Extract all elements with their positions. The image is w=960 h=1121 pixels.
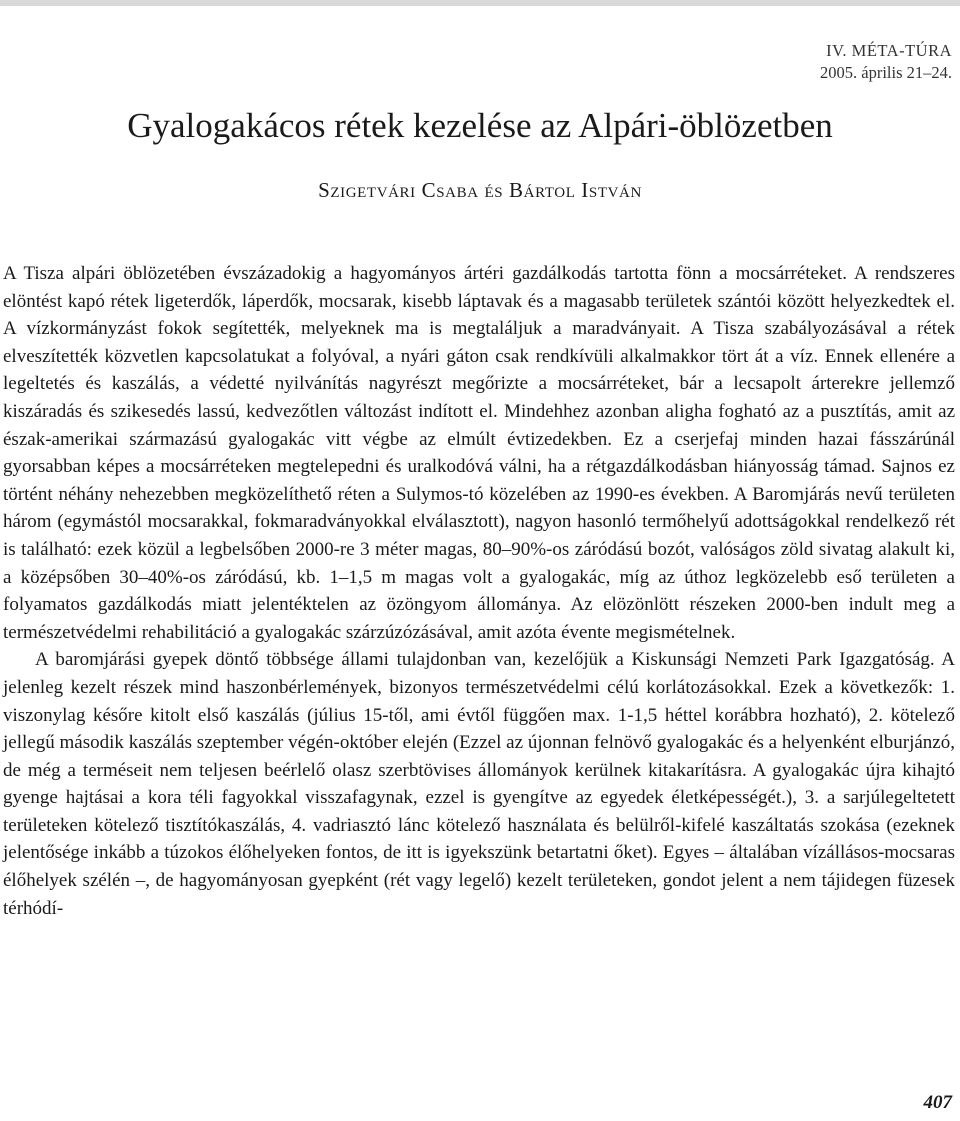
article-authors: Szigetvári Csaba és Bártol István — [318, 178, 642, 202]
top-rule — [0, 0, 960, 6]
page-number: 407 — [923, 1092, 952, 1113]
body-paragraph-1: A Tisza alpári öblözetében évszázadokig a hagyományos ártéri gazdálkodás tartotta fönn a mocsárréteket. A rendszeres elöntést kapó rétek ligeterdők, láperdők, mocsarak, kisebb láptavak és a magasabb területek szántói között helyezkedtek el. A vízkormányzást fokok segítették, melyeknek ma is megtaláljuk a maradványait. A Tisza szabályozásával a rétek elveszítették közvetlen kapcsolatukat a folyóval, a nyári gáton csak rendkívüli alkalmakkor tört át a víz. Ennek ellenére a legeltetés és kaszálás, a védetté nyilvánítás nagyrészt megőrizte a mocsárréteket, bár a lecsapolt árterekre jellemző kiszáradás és szikesedés lassú, kedvezőtlen változást indított el. Mindehhez azonban aligha fogható az a pusztítás, amit az észak-amerikai származású gyalogakác vitt végbe az elmúlt évtizedekben. Ez a cserjefaj minden hazai fásszárúnál gyorsabban képes a mocsárréteken megtelepedni és uralkodóvá válni, ha a rétgazdálkodásban hiányosság támad. Sajnos ez történt néhány nehezebben megközelíthető réten a Sulymos-tó közelében az 1990-es években. A Baromjárás nevű területen három (egymástól mocsarakkal, fokmaradványokkal elválasztott), nagyon hasonló termőhelyű adottságokkal rendelkező rét is található: ezek közül a legbelsőben 2000-re 3 méter magas, 80–90%-os záródású bozót, valóságos zöld sivatag alakult ki, a középsőben 30–40%-os záródású, kb. 1–1,5 m magas volt a gyalogakác, míg az úthoz legközelebb eső területen a folyamatos gazdálkodás miatt jelentéktelen az özöngyom állománya. Az elözönlött részeken 2000-ben indult meg a természetvédelmi rehabilitáció a gyalogakác szárzúzózásával, amit azóta évente megismételnek. — [3, 263, 955, 643]
article-title: Gyalogakácos rétek kezelése az Alpári-öblözetben — [127, 106, 833, 145]
conference-name: IV. MÉTA-TÚRA — [826, 41, 952, 60]
running-header — [820, 40, 952, 84]
conference-date: 2005. április 21–24. — [820, 63, 952, 82]
article-body — [3, 260, 955, 922]
body-paragraph-2: A baromjárási gyepek döntő többsége állami tulajdonban van, kezelőjük a Kiskunsági Nemzeti Park Igazgatóság. A jelenleg kezelt részek mind haszonbérlemények, bizonyos természetvédelmi célú korlátozásokkal. Ezek a következők: 1. viszonylag későre kitolt első kaszálás (július 15-től, ami évtől függően max. 1-1,5 héttel korábbra hozható), 2. kötelező jellegű második kaszálás szeptember végén-október elején (Ezzel az újonnan felnövő gyalogakác és a helyenként elburjánzó, de még a terméseit nem teljesen beérlelő olasz szerbtövises állományok kerülnek kitakarításra. A gyalogakác újra kihajtó gyenge hajtásai a kora téli fagyokkal visszafagynak, ezzel is gyengítve az egyedek életképességét.), 3. a sarjúlegeltetett területeken kötelező tisztítókaszálás, 4. vadriasztó lánc kötelező használata és belülről-kifelé kaszáltatás szokása (ezeknek jelentősége inkább a túzokos élőhelyeken fontos, de itt is igyekszünk betartatni őket). Egyes – általában vízállásos-mocsaras élőhelyek szélén –, de hagyományosan gyepként (rét vagy legelő) kezelt területeken, gondot jelent a nem tájidegen füzesek térhódí- — [3, 649, 955, 919]
